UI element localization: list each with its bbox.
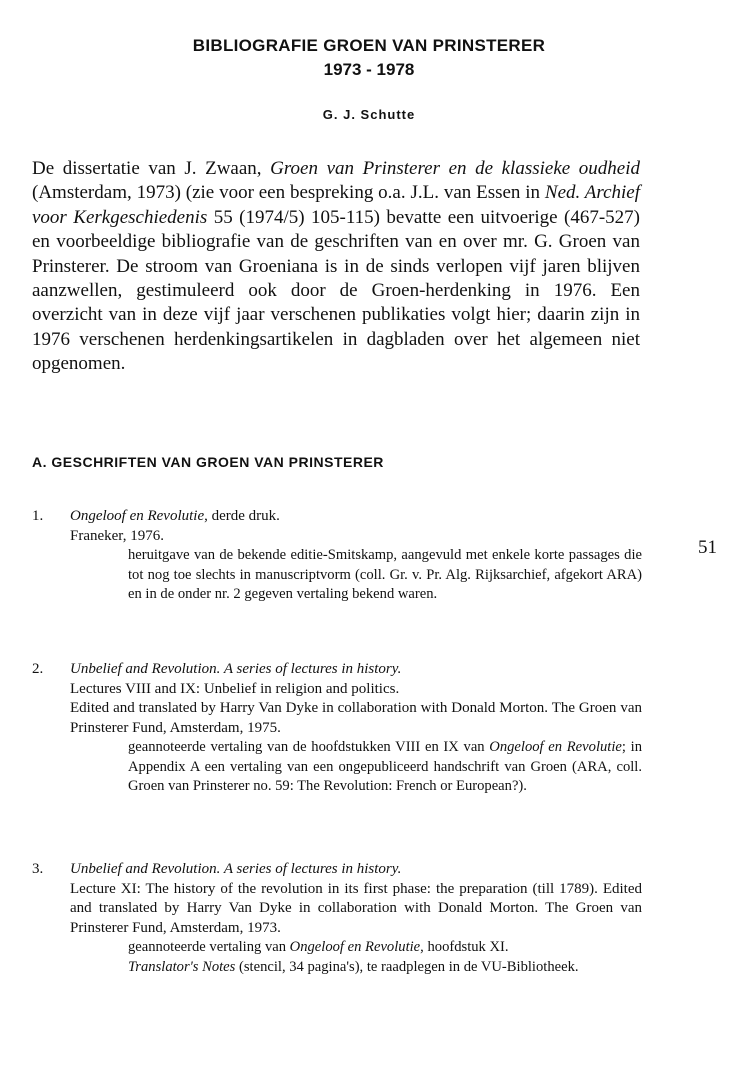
entry-title: Unbelief and Revolution. A series of lectures in history. xyxy=(70,661,402,677)
intro-paragraph xyxy=(32,157,640,377)
document-author: G. J. Schutte xyxy=(322,107,416,122)
page-number: 51 xyxy=(698,537,717,558)
entry-note-italic-1: Ongeloof en Revolutie xyxy=(289,939,421,955)
entry-note-text-2: ; in Appendix A een vertaling van een ongepubliceerd handschrift van Groen (ARA, coll. Groen van Prinsterer no. 59: The Revolution: French or European?). xyxy=(128,739,642,794)
intro-text-1: De dissertatie van J. Zwaan, xyxy=(32,158,271,179)
intro-italic-1: Groen van Prinsterer en de klassieke oudheid xyxy=(270,158,640,179)
entry-note-text-1: geannoteerde vertaling van xyxy=(128,939,290,955)
intro-italic-2: Ned. Archief voor Kerkgeschiedenis xyxy=(32,182,640,228)
entry-publication: Lecture XI: The history of the revolution in its first phase: the preparation (till 1789). Edited and translated by Harry Van Dyke in collaboration with Donald Morton. The Groen van Prinsterer Fund, Amsterdam, 1973. xyxy=(70,880,642,936)
intro-text-2: (Amsterdam, 1973) (zie voor een bespreking o.a. J.L. van Essen in xyxy=(32,182,545,204)
entry-title: Ongeloof en Revolutie xyxy=(70,508,205,524)
entry-publication: Franeker, 1976. xyxy=(70,527,164,544)
document-title: BIBLIOGRAFIE GROEN VAN PRINSTERER xyxy=(192,36,546,55)
entry-number: 1. xyxy=(32,508,44,524)
document-years: 1973 - 1978 xyxy=(323,60,415,79)
entry-note xyxy=(128,938,642,977)
bibliography-entry-3 xyxy=(32,860,642,977)
entry-note-italic-2: Translator's Notes xyxy=(128,958,236,975)
entry-note xyxy=(128,738,642,797)
bibliography-entry-1 xyxy=(32,507,642,605)
entry-number: 3. xyxy=(32,861,44,877)
entry-subtitle: Lectures VIII and IX: Unbelief in religion and politics. xyxy=(70,680,400,697)
entry-note-text-1: geannoteerde vertaling van de hoofdstukken VIII en IX van xyxy=(128,739,490,755)
entry-title: Unbelief and Revolution. A series of lectures in history. xyxy=(70,861,402,877)
entry-title-suffix: , derde druk. xyxy=(204,508,280,524)
entry-citation xyxy=(70,507,642,546)
entry-note-italic-1: Ongeloof en Revolutie xyxy=(489,739,622,755)
entry-note-text-2: , hoofdstuk XI. xyxy=(420,939,509,955)
bibliography-entry-2 xyxy=(32,660,642,797)
section-heading-a: A. GESCHRIFTEN VAN GROEN VAN PRINSTERER xyxy=(32,454,384,470)
entry-citation xyxy=(70,860,642,938)
entry-note-text-3: (stencil, 34 pagina's), te raadplegen in de VU-Bibliotheek. xyxy=(235,958,579,975)
entry-number: 2. xyxy=(32,661,44,677)
intro-text-3: 55 (1974/5) 105-115) bevatte een uitvoerige (467-527) en voorbeeldige bibliografie van de geschriften van en over mr. G. Groen van Prinsterer. De stroom van Groeniana is in de sinds verlopen vijf jaren blijven aanzwellen, gestimuleerd ook door de Groen-herdenking in 1976. Een overzicht van in deze vijf jaar verschenen publikaties volgt hier; daarin zijn in 1976 verschenen herdenkingsartikelen in dagbladen over het algemeen niet opgenomen. xyxy=(32,206,640,375)
entry-citation xyxy=(70,660,642,738)
entry-note: heruitgave van de bekende editie-Smitskamp, aangevuld met enkele korte passages die tot nog toe slechts in manuscriptvorm (coll. Gr. v. Pr. Alg. Rijksarchief, afgekort ARA) en in de onder nr. 2 gegeven vertaling bekend waren. xyxy=(128,547,642,602)
entry-publication: Edited and translated by Harry Van Dyke in collaboration with Donald Morton. The Groen van Prinsterer Fund, Amsterdam, 1975. xyxy=(70,700,642,736)
